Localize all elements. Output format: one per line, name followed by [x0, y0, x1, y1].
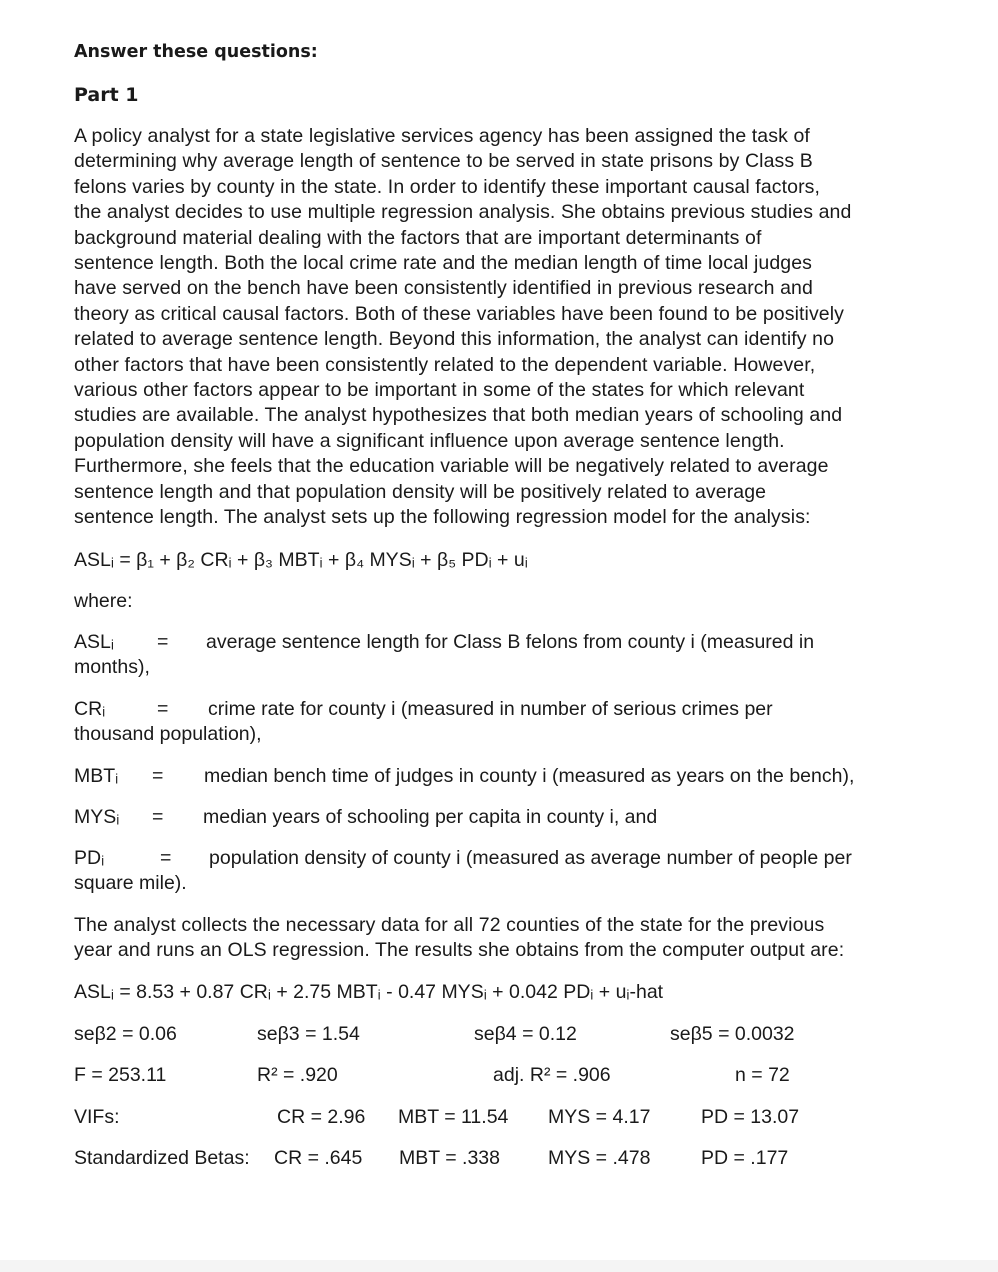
vif-mbt: MBT = 11.54 — [398, 1106, 509, 1128]
intro-line: determining why average length of sentence to be served in state prisons by Class B — [74, 150, 813, 173]
std-beta-mys: MYS = .478 — [548, 1147, 651, 1169]
intro-line: population density will have a significant influence upon average sentence length. — [74, 429, 785, 452]
vif-pd: PD = 13.07 — [701, 1106, 800, 1128]
definition-text: population density of county i (measured as average number of people per — [209, 847, 852, 869]
where-label: where: — [74, 590, 133, 612]
definition-continuation: thousand population), — [74, 723, 262, 745]
intro-line: Furthermore, she feels that the education variable will be negatively related to average — [74, 455, 829, 478]
adjusted-r-squared: adj. R² = .906 — [493, 1064, 611, 1086]
definition-equals: = — [157, 698, 169, 720]
se-beta5: seβ5 = 0.0032 — [670, 1023, 795, 1045]
results-intro-paragraph — [74, 913, 914, 964]
results-intro-line: year and runs an OLS regression. The results she obtains from the computer output are: — [74, 939, 845, 962]
model-equation: ASLᵢ = β₁ + β₂ CRᵢ + β₃ MBTᵢ + β₄ MYSᵢ + β₅ PDᵢ + uᵢ — [74, 549, 528, 571]
std-beta-cr: CR = .645 — [274, 1147, 363, 1169]
std-beta-mbt: MBT = .338 — [399, 1147, 500, 1169]
definition-term: MYSᵢ — [74, 806, 120, 828]
definition-text: crime rate for county i (measured in number of serious crimes per — [208, 698, 773, 720]
intro-line: related to average sentence length. Beyond this information, the analyst can identify no — [74, 328, 835, 351]
intro-line: the analyst decides to use multiple regression analysis. She obtains previous studies and — [74, 201, 852, 224]
definition-text: average sentence length for Class B felons from county i (measured in — [206, 631, 815, 653]
definition-term: ASLᵢ — [74, 631, 114, 653]
definition-equals: = — [152, 806, 164, 828]
definition-term: PDᵢ — [74, 847, 105, 869]
intro-line: background material dealing with the factors that are important determinants of — [74, 226, 762, 249]
definition-continuation: square mile). — [74, 872, 187, 894]
se-beta2: seβ2 = 0.06 — [74, 1023, 177, 1045]
fitted-equation: ASLᵢ = 8.53 + 0.87 CRᵢ + 2.75 MBTᵢ - 0.47 MYSᵢ + 0.042 PDᵢ + uᵢ-hat — [74, 981, 664, 1003]
intro-line: studies are available. The analyst hypothesizes that both median years of schooling and — [74, 404, 843, 427]
f-statistic: F = 253.11 — [74, 1064, 167, 1086]
intro-line: sentence length. The analyst sets up the following regression model for the analysis: — [74, 506, 811, 529]
se-beta4: seβ4 = 0.12 — [474, 1023, 577, 1045]
intro-paragraph — [74, 124, 914, 531]
part-title: Part 1 — [74, 84, 139, 106]
vifs-label: VIFs: — [74, 1106, 120, 1128]
intro-line: A policy analyst for a state legislative services agency has been assigned the task of — [74, 125, 810, 147]
definition-text: median years of schooling per capita in county i, and — [203, 806, 658, 828]
definition-equals: = — [152, 765, 164, 787]
intro-line: felons varies by county in the state. In order to identify these important causal factors, — [74, 175, 821, 198]
definition-continuation: months), — [74, 656, 150, 678]
questions-heading: Answer these questions: — [74, 42, 318, 62]
sample-size: n = 72 — [735, 1064, 790, 1086]
vif-mys: MYS = 4.17 — [548, 1106, 651, 1128]
intro-line: sentence length. Both the local crime rate and the median length of time local judges — [74, 252, 813, 275]
definition-equals: = — [157, 631, 169, 653]
std-beta-pd: PD = .177 — [701, 1147, 789, 1169]
r-squared: R² = .920 — [257, 1064, 338, 1086]
page-bottom-edge — [0, 1260, 998, 1272]
intro-line: have served on the bench have been consistently identified in previous research and — [74, 277, 813, 300]
definition-term: CRᵢ — [74, 698, 106, 720]
intro-line: theory as critical causal factors. Both of these variables have been found to be positively — [74, 302, 845, 325]
se-beta3: seβ3 = 1.54 — [257, 1023, 360, 1045]
definition-text: median bench time of judges in county i (measured as years on the bench), — [204, 765, 855, 787]
vif-cr: CR = 2.96 — [277, 1106, 366, 1128]
std-betas-label: Standardized Betas: — [74, 1147, 250, 1169]
definition-term: MBTᵢ — [74, 765, 119, 787]
definition-equals: = — [160, 847, 172, 869]
intro-line: various other factors appear to be important in some of the states for which relevant — [74, 379, 805, 402]
results-intro-line: The analyst collects the necessary data for all 72 counties of the state for the previous — [74, 914, 825, 936]
intro-line: sentence length and that population density will be positively related to average — [74, 480, 767, 503]
intro-line: other factors that have been consistently related to the dependent variable. However, — [74, 353, 816, 376]
